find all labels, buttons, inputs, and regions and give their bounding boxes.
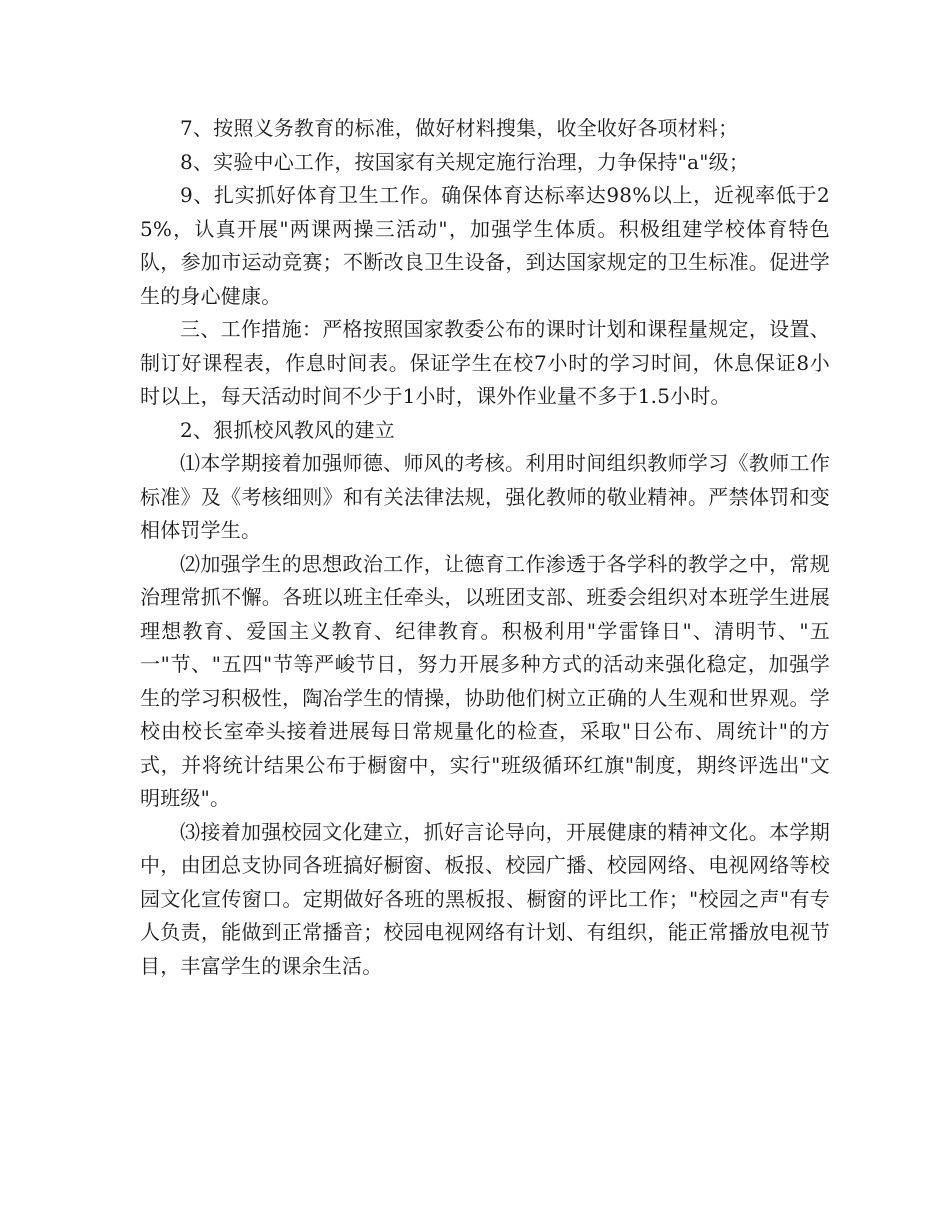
paragraph-sub-3: ⑶接着加强校园文化建立，抓好言论导向，开展健康的精神文化。本学期中，由团总支协同各班搞好橱窗、板报、校园广播、校园网络、电视网络等校园文化宣传窗口。定期做好各班的黑板报、橱窗的评比工作；"校园之声"有专人负责，能做到正常播音；校园电视网络有计划、有组织，能正常播放电视节目，丰富学生的课余生活。 — [140, 819, 830, 978]
paragraph-sub-1: ⑴本学期接着加强师德、师风的考核。利用时间组织教师学习《教师工作标准》及《考核细则》和有关法律法规，强化教师的敬业精神。严禁体罚和变相体罚学生。 — [140, 451, 830, 542]
paragraph-item-9: 9、扎实抓好体育卫生工作。确保体育达标率达98%以上，近视率低于25%，认真开展"两课两操三活动"，加强学生体质。积极组建学校体育特色队，参加市运动竞赛；不断改良卫生设备，到达国家规定的卫生标准。促进学生的身心健康。 — [140, 183, 830, 308]
paragraph-item-7: 7、按照义务教育的标准，做好材料搜集，收全收好各项材料； — [180, 116, 739, 140]
paragraph-heading-2: 2、狠抓校风教风的建立 — [180, 417, 395, 442]
paragraph-item-8: 8、实验中心工作，按国家有关规定施行治理，力争保持"a"级； — [180, 149, 750, 174]
paragraph-sub-2: ⑵加强学生的思想政治工作，让德育工作渗透于各学科的教学之中，常规治理常抓不懈。各班以班主任牵头，以班团支部、班委会组织对本班学生进展理想教育、爱国主义教育、纪律教育。积极利用"学雷锋日"、清明节、"五一"节、"五四"节等严峻节日，努力开展多种方式的活动来强化稳定，加强学生的学习积极性，陶冶学生的情操，协助他们树立正确的人生观和世界观。学校由校长室牵头接着进展每日常规量化的检查，采取"日公布、周统计"的方式，并将统计结果公布于橱窗中，实行"班级循环红旗"制度，期终评选出"文明班级"。 — [140, 551, 830, 810]
document-body — [140, 112, 830, 983]
paragraph-work-measures: 三、工作措施：严格按照国家教委公布的课时计划和课程量规定，设置、制订好课程表，作息时间表。保证学生在校7小时的学习时间，休息保证8小时以上，每天活动时间不少于1小时，课外作业量不多于1.5小时。 — [140, 317, 830, 408]
